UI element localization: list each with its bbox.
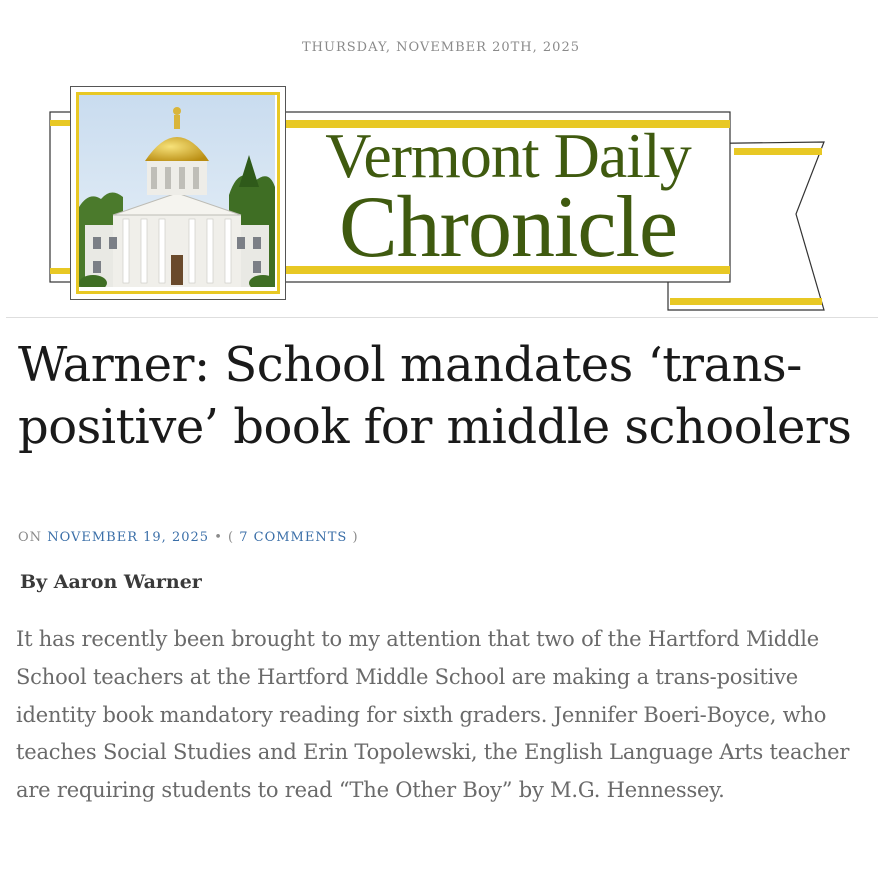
site-masthead[interactable]: [48, 84, 832, 316]
article-headline: Warner: School mandates ‘trans-positive’ book for middle schoolers: [18, 337, 852, 455]
current-date: THURSDAY, NOVEMBER 20TH, 2025: [302, 40, 580, 55]
comments-open-paren: (: [228, 530, 235, 545]
meta-separator: •: [214, 530, 223, 545]
article-byline: By Aaron Warner: [20, 571, 202, 593]
masthead-title-line1[interactable]: Vermont Daily: [325, 120, 691, 191]
capitol-building-icon: [79, 95, 275, 287]
comments-close-paren: ): [352, 530, 359, 545]
capitol-photo: [70, 86, 286, 300]
post-date-link[interactable]: NOVEMBER 19, 2025: [47, 530, 210, 545]
article-meta: [18, 530, 359, 545]
meta-prefix: ON: [18, 530, 43, 545]
comments-link[interactable]: 7 COMMENTS: [239, 530, 348, 545]
header-divider: [6, 317, 878, 318]
article-body-paragraph: It has recently been brought to my attention that two of the Hartford Middle School teachers at the Hartford Middle School are making a trans-positive identity book mandatory reading for sixth graders. Jennifer Boeri-Boyce, who teaches Social Studies and Erin Topolewski, the English Language Arts teacher are requiring students to read “The Other Boy” by M.G. Hennessey.: [16, 627, 850, 803]
masthead-title-line2[interactable]: Chronicle: [338, 179, 677, 276]
